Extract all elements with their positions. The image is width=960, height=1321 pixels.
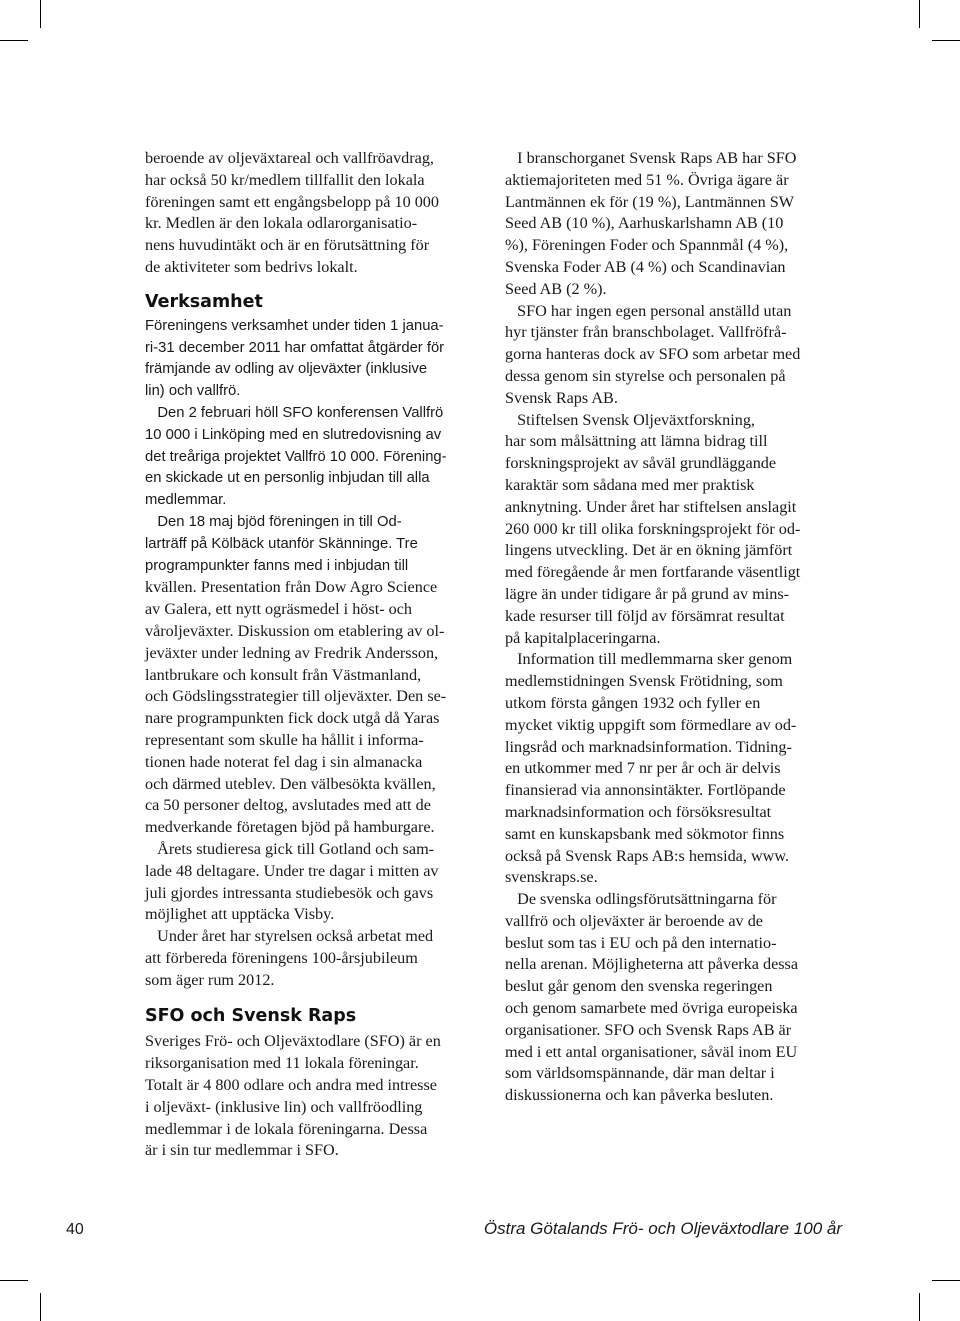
text-line: marknadsinformation och försöksresultat xyxy=(505,802,772,821)
text-line: samt en kunskapsbank med sökmotor finns xyxy=(505,824,785,843)
text-line: Seed AB (10 %), Aarhuskarlshamn AB (10 xyxy=(505,214,784,233)
text-line: SFO har ingen egen personal anställd utan xyxy=(505,301,792,320)
text-line: Seed AB (2 %). xyxy=(505,279,607,298)
page-number: 40 xyxy=(66,1221,84,1238)
text-line: lingens utveckling. Det är en ökning jämfört xyxy=(505,541,793,560)
text-line: medlemstidningen Svensk Frötidning, som xyxy=(505,672,783,691)
text-line: dessa genom sin styrelse och personalen på xyxy=(505,366,786,385)
text-line: organisationer. SFO och Svensk Raps AB är xyxy=(505,1020,792,1039)
text-line: larträff på Kölbäck utanför Skänninge. Tre xyxy=(145,535,418,552)
text-line: Föreningens verksamhet under tiden 1 janua- xyxy=(145,317,444,334)
intro-paragraph xyxy=(145,148,475,279)
text-line: De svenska odlingsförutsättningarna för xyxy=(505,890,777,909)
text-line: lade 48 deltagare. Under tre dagar i mitten av xyxy=(145,861,439,880)
crop-mark-top-left-h xyxy=(0,40,28,41)
text-line: de aktiviteter som bedrivs lokalt. xyxy=(145,257,358,276)
text-line: Totalt är 4 800 odlare och andra med intresse xyxy=(145,1076,437,1095)
text-line: en utkommer med 7 nr per år och är delvis xyxy=(505,759,781,778)
text-line: har som målsättning att lämna bidrag till xyxy=(505,432,768,451)
text-line: på kapitalplaceringarna. xyxy=(505,628,661,647)
text-line: våroljeväxter. Diskussion om etablering av ol- xyxy=(145,621,445,640)
text-line: gorna hanteras dock av SFO som arbetar med xyxy=(505,345,801,364)
crop-mark-bottom-left-h xyxy=(0,1280,28,1281)
text-line: är i sin tur medlemmar i SFO. xyxy=(145,1141,339,1160)
text-line: mycket viktig uppgift som förmedlare av od- xyxy=(505,715,797,734)
text-line: Den 18 maj bjöd föreningen in till Od- xyxy=(145,513,402,530)
text-line: beslut går genom den svenska regeringen xyxy=(505,977,773,996)
text-line: jeväxter under ledning av Fredrik Andersson, xyxy=(145,643,439,662)
text-line: medlemmar i de lokala föreningarna. Dessa xyxy=(145,1119,428,1138)
text-line: Under året har styrelsen också arbetat med xyxy=(145,927,434,946)
text-line: föreningen samt ett engångsbelopp på 10 000 xyxy=(145,192,439,211)
crop-mark-top-right-h xyxy=(932,40,960,41)
text-line: Stiftelsen Svensk Oljeväxtforskning, xyxy=(505,410,755,429)
text-line: I branschorganet Svensk Raps AB har SFO xyxy=(505,149,797,167)
text-line: kvällen. Presentation från Dow Agro Science xyxy=(145,578,438,597)
text-line: Svensk Raps AB. xyxy=(505,388,618,407)
text-line: ca 50 personer deltog, avslutades med att de xyxy=(145,796,431,815)
text-line: representant som skulle ha hållit i informa- xyxy=(145,730,424,749)
text-line: medlemmar. xyxy=(145,492,227,509)
text-line: anknytning. Under året har stiftelsen anslagit xyxy=(505,497,797,516)
text-line: och därmed uteblev. Den välbesökta kvällen, xyxy=(145,774,436,793)
text-line: möjlighet att upptäcka Visby. xyxy=(145,905,335,924)
text-line: medverkande företagen bjöd på hamburgare. xyxy=(145,818,435,837)
text-line: 260 000 kr till olika forskningsprojekt för od- xyxy=(505,519,801,538)
text-line: har också 50 kr/medlem tillfallit den lokala xyxy=(145,170,425,189)
text-line: kr. Medlen är den lokala odlarorganisatio- xyxy=(145,214,418,233)
crop-mark-bottom-left xyxy=(40,1293,41,1321)
text-line: hyr tjänster från branschbolaget. Vallfröfrå- xyxy=(505,323,787,342)
text-line: Årets studieresa gick till Gotland och sam- xyxy=(145,839,435,858)
text-line: Information till medlemmarna sker genom xyxy=(505,650,793,669)
text-line: tionen hade noterat fel dag i sin almanacka xyxy=(145,752,423,771)
text-line: juli gjordes intressanta studiebesök och gavs xyxy=(145,883,434,902)
text-line: lägre än under tidigare år på grund av mins- xyxy=(505,584,790,603)
crop-mark-top-left xyxy=(40,0,41,28)
text-line: nella arenan. Möjligheterna att påverka dessa xyxy=(505,955,799,974)
text-line: som äger rum 2012. xyxy=(145,970,275,989)
crop-mark-bottom-right xyxy=(919,1293,920,1321)
text-line: lin) och vallfrö. xyxy=(145,383,241,400)
text-line: att förbereda föreningens 100-årsjubileum xyxy=(145,948,418,967)
text-line: beroende av oljeväxtareal och vallfröavdrag, xyxy=(145,149,434,167)
crop-mark-bottom-right-h xyxy=(932,1280,960,1281)
text-line: karaktär som sådana med mer praktisk xyxy=(505,475,755,494)
text-line: med föregående år men fortfarande väsentligt xyxy=(505,563,801,582)
text-line: en skickade ut en personlig inbjudan till alla xyxy=(145,470,430,487)
text-line: lantbrukare och konsult från Västmanland, xyxy=(145,665,422,684)
text-line: med i ett antal organisationer, såväl inom EU xyxy=(505,1042,798,1061)
text-line: utkom första gången 1932 och fyller en xyxy=(505,693,761,712)
text-line: forskningsprojekt av såväl grundläggande xyxy=(505,454,777,473)
text-line: svenskraps.se. xyxy=(505,868,598,887)
text-line: nare programpunkten fick dock utgå då Yaras xyxy=(145,709,440,728)
text-line: främjande av odling av oljeväxter (inklusive xyxy=(145,361,428,378)
running-title: Östra Götalands Frö- och Oljeväxtodlare 100 år xyxy=(483,1219,842,1238)
text-line: 10 000 i Linköping med en slutredovisning av xyxy=(145,426,442,443)
text-line: %), Föreningen Foder och Spannmål (4 %), xyxy=(505,236,789,255)
text-line: vallfrö och oljeväxter är beroende av de xyxy=(505,911,763,930)
text-line: kade resurser till följd av försämrat resultat xyxy=(505,606,785,625)
text-line: Sveriges Frö- och Oljeväxtodlare (SFO) är en xyxy=(145,1032,441,1051)
crop-mark-top-right xyxy=(919,0,920,28)
left-column xyxy=(145,148,475,1162)
sfo-section xyxy=(145,1031,475,1162)
text-line: Den 2 februari höll SFO konferensen Vallfrö xyxy=(145,404,444,421)
text-line: lingsråd och marknadsinformation. Tidning- xyxy=(505,737,792,756)
text-line: programpunkter fanns med i inbjudan till xyxy=(145,557,409,574)
text-line: nens huvudintäkt och är en förutsättning för xyxy=(145,236,430,255)
text-line: ri-31 december 2011 har omfattat åtgärder för xyxy=(145,339,445,356)
text-line: Svenska Foder AB (4 %) och Scandinavian xyxy=(505,257,786,276)
text-line: diskussionerna och kan påverka besluten. xyxy=(505,1086,774,1105)
text-line: som världsomspännande, där man deltar i xyxy=(505,1064,775,1083)
text-line: aktiemajoriteten med 51 %. Övriga ägare är xyxy=(505,170,789,189)
section-heading-sfo: SFO och Svensk Raps xyxy=(145,1006,357,1027)
text-line: finansierad via annonsintäkter. Fortlöpande xyxy=(505,781,786,800)
text-line: i oljeväxt- (inklusive lin) och vallfröodling xyxy=(145,1097,423,1116)
text-line: av Galera, ett nytt ogräsmedel i höst- och xyxy=(145,600,413,619)
text-line: också på Svensk Raps AB:s hemsida, www. xyxy=(505,846,790,865)
text-line: det treåriga projektet Vallfrö 10 000. Förening- xyxy=(145,448,447,465)
section-heading-verksamhet: Verksamhet xyxy=(145,291,263,312)
right-column xyxy=(505,148,845,1107)
text-line: riksorganisation med 11 lokala föreningar. xyxy=(145,1054,419,1073)
verksamhet-section xyxy=(145,316,475,992)
text-line: beslut som tas i EU och på den internatio- xyxy=(505,933,777,952)
text-line: och Gödslingsstrategier till oljeväxter. Den se- xyxy=(145,687,447,706)
text-line: Lantmännen ek för (19 %), Lantmännen SW xyxy=(505,192,795,211)
text-line: och genom samarbete med övriga europeiska xyxy=(505,999,798,1018)
